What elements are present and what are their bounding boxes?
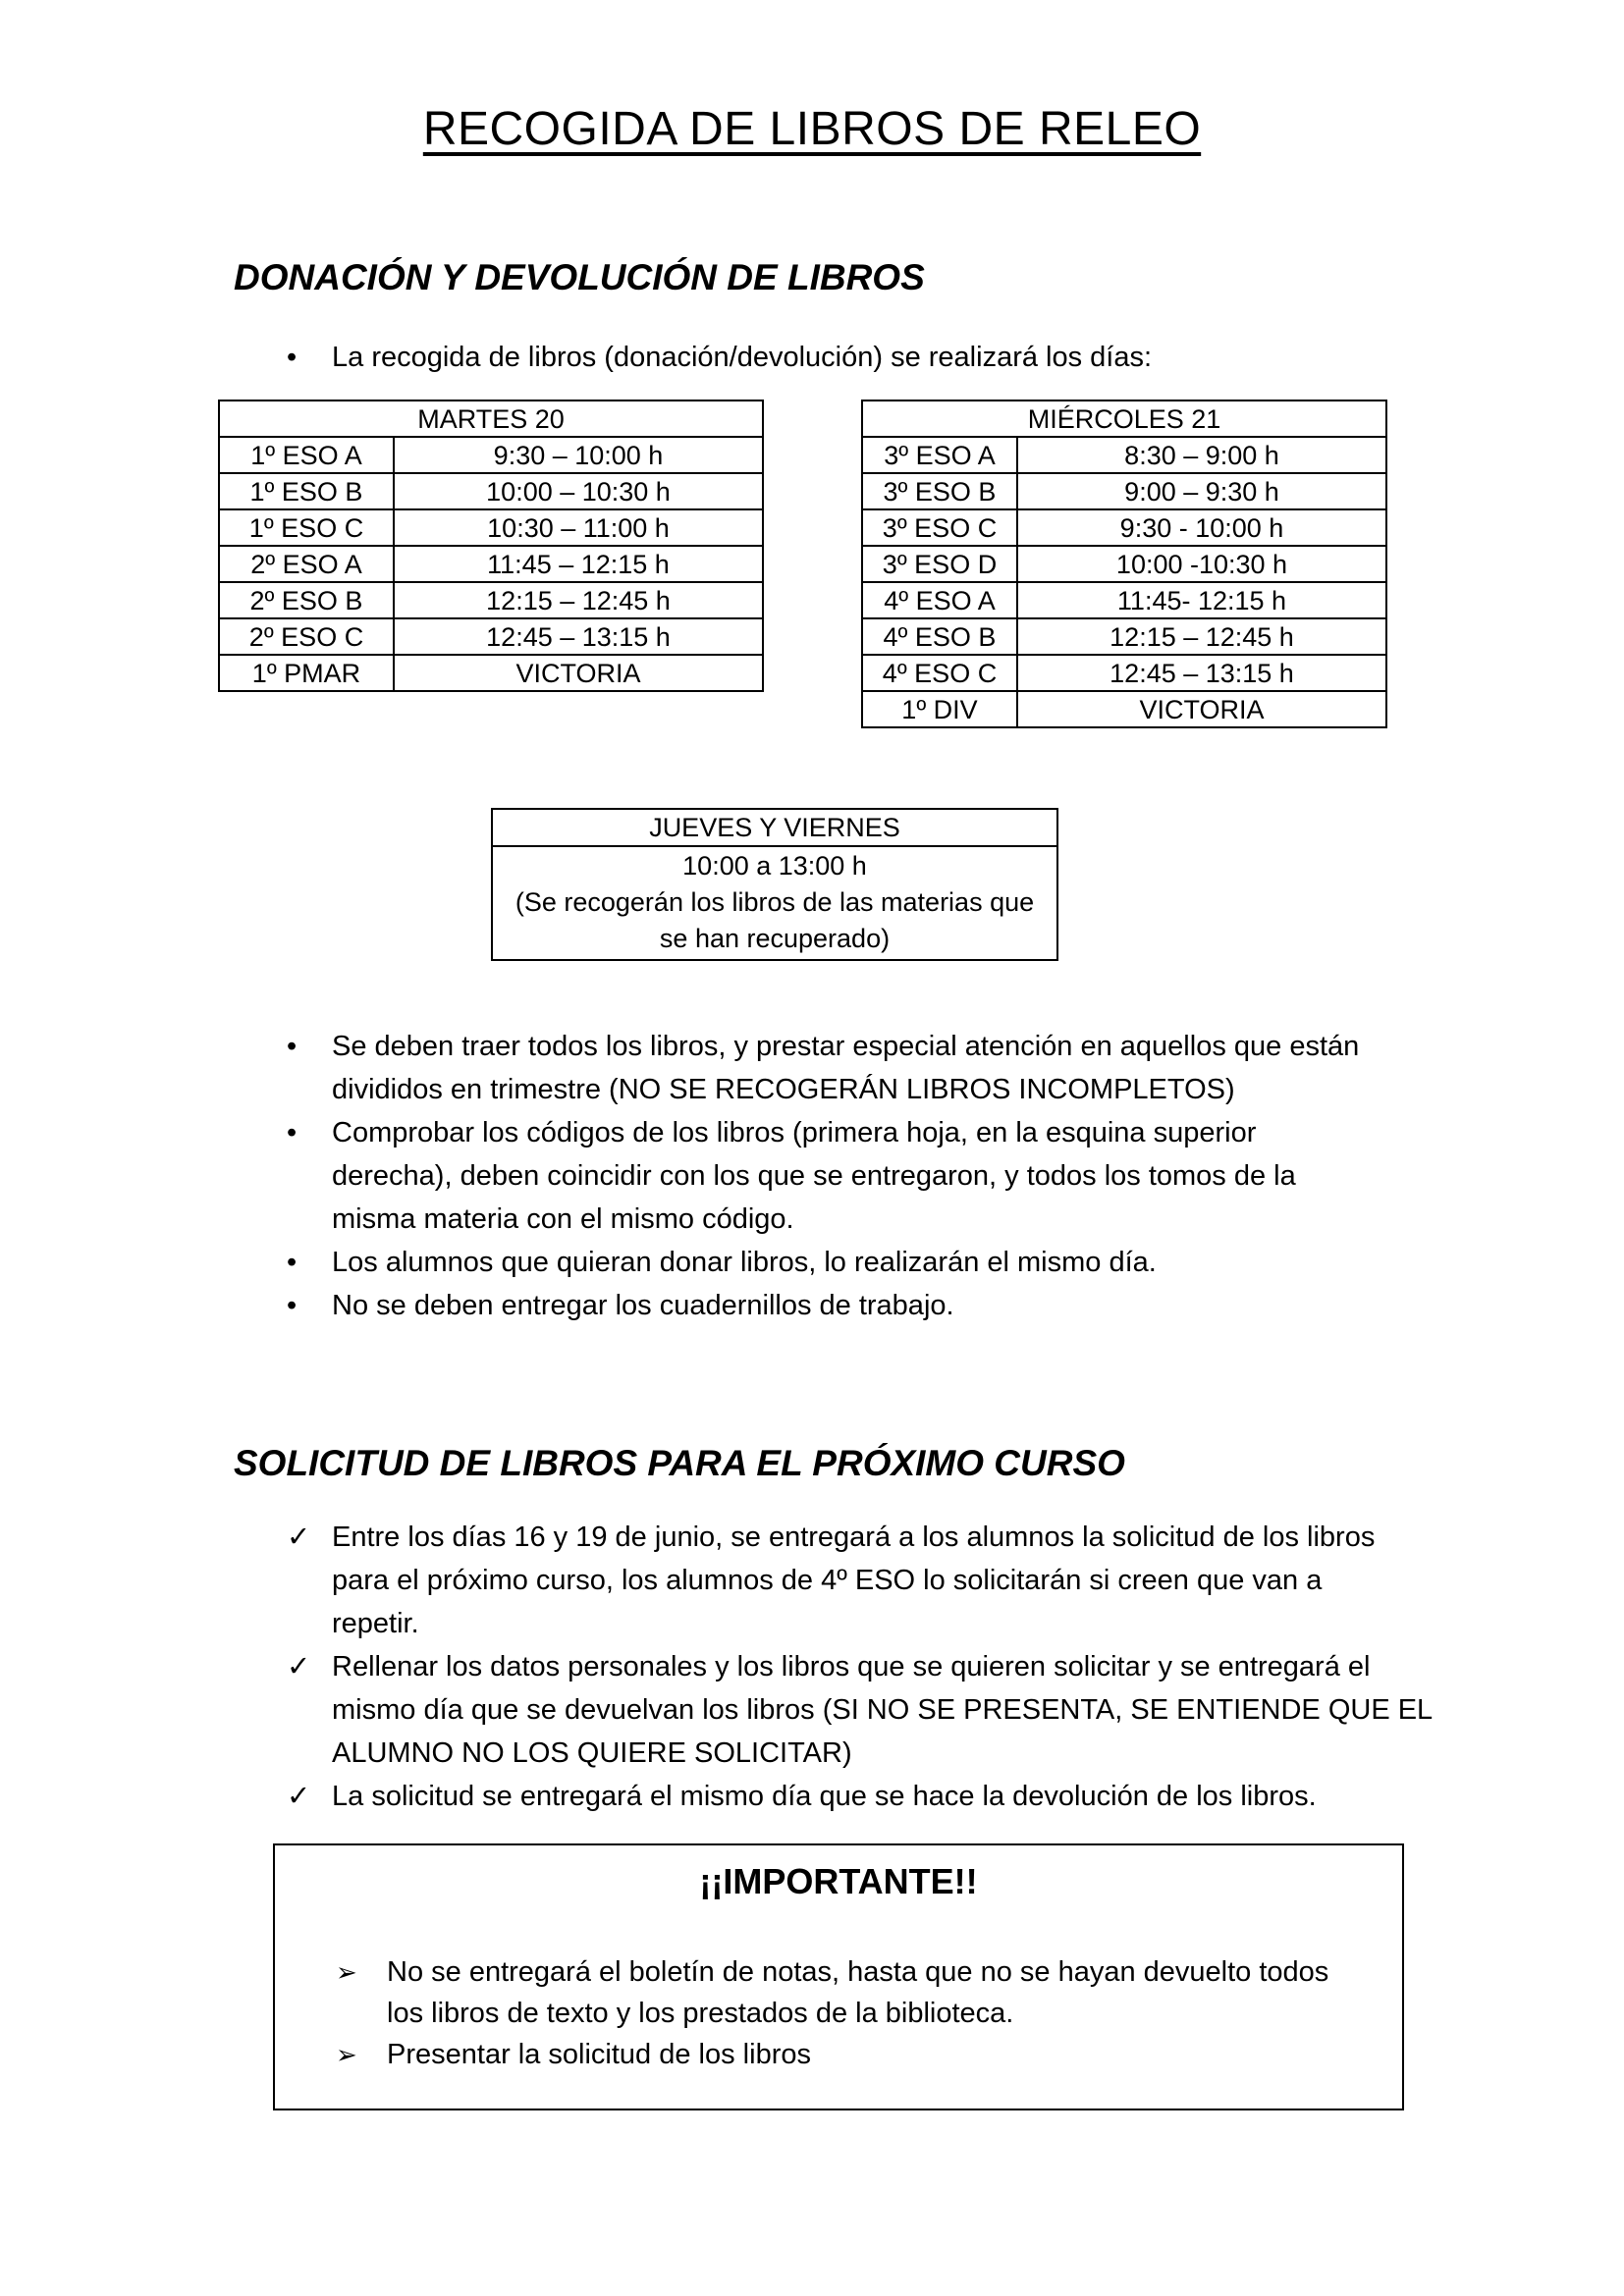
list-line: divididos en trimestre (NO SE RECOGERÁN LIBROS INCOMPLETOS)	[332, 1074, 1235, 1105]
list-item	[234, 1284, 1510, 1327]
list-item	[234, 1241, 1510, 1284]
list-line: No se deben entregar los cuadernillos de trabajo.	[332, 1290, 954, 1321]
box-header: JUEVES Y VIERNES	[493, 810, 1056, 847]
table-row	[862, 582, 1386, 618]
group-cell: 3º ESO D	[862, 546, 1017, 582]
list-item	[275, 1951, 1402, 2034]
box-line: se han recuperado)	[659, 924, 891, 953]
group-cell: 1º ESO A	[219, 437, 394, 473]
group-cell: 3º ESO A	[862, 437, 1017, 473]
list-line: No se entregará el boletín de notas, hasta que no se hayan devuelto todos	[387, 1956, 1329, 1988]
group-cell: 1º ESO C	[219, 509, 394, 546]
list-item	[234, 1645, 1510, 1775]
group-cell: 1º DIV	[862, 691, 1017, 727]
list-line: repetir.	[332, 1608, 419, 1639]
group-cell: 2º ESO C	[219, 618, 394, 655]
section-heading-donation: DONACIÓN Y DEVOLUCIÓN DE LIBROS	[234, 257, 925, 297]
table-row	[219, 618, 763, 655]
time-cell: 9:30 – 10:00 h	[394, 437, 763, 473]
group-cell: 1º PMAR	[219, 655, 394, 691]
important-list	[275, 1951, 1402, 2075]
table-row	[862, 655, 1386, 691]
table-row	[219, 437, 763, 473]
list-line: Rellenar los datos personales y los libros que se quieren solicitar y se entregará el	[332, 1651, 1371, 1682]
bullet-icon: •	[287, 342, 298, 373]
list-line: ALUMNO NO LOS QUIERE SOLICITAR)	[332, 1737, 852, 1769]
group-cell: 1º ESO B	[219, 473, 394, 509]
intro-list	[234, 336, 1510, 379]
table-row	[862, 473, 1386, 509]
time-cell: 11:45 – 12:15 h	[394, 546, 763, 582]
schedule-table-wednesday	[861, 400, 1387, 728]
table-row	[862, 691, 1386, 727]
group-cell: 4º ESO B	[862, 618, 1017, 655]
time-cell: 11:45- 12:15 h	[1017, 582, 1386, 618]
arrow-icon: ➢	[336, 2040, 357, 2069]
group-cell: 3º ESO B	[862, 473, 1017, 509]
request-list	[234, 1516, 1510, 1818]
table-row	[219, 546, 763, 582]
list-line: Entre los días 16 y 19 de junio, se entregará a los alumnos la solicitud de los libros	[332, 1522, 1376, 1553]
check-icon: ✓	[287, 1522, 311, 1553]
time-cell: 8:30 – 9:00 h	[1017, 437, 1386, 473]
list-line: Presentar la solicitud de los libros	[387, 2039, 811, 2070]
intro-text: La recogida de libros (donación/devolución) se realizará los días:	[332, 342, 1153, 373]
important-box	[273, 1843, 1404, 2110]
group-cell: 2º ESO B	[219, 582, 394, 618]
table-row	[219, 582, 763, 618]
bullet-icon: •	[287, 1247, 298, 1278]
important-heading: ¡¡IMPORTANTE!!	[699, 1861, 978, 1901]
list-line: Se deben traer todos los libros, y prestar especial atención en aquellos que están	[332, 1031, 1360, 1062]
arrow-icon: ➢	[336, 1957, 357, 1987]
list-item	[234, 336, 1510, 379]
list-line: para el próximo curso, los alumnos de 4º ESO lo solicitarán si creen que van a	[332, 1565, 1323, 1596]
list-line: los libros de texto y los prestados de la biblioteca.	[387, 1998, 1014, 2029]
group-cell: 4º ESO A	[862, 582, 1017, 618]
time-cell: 10:30 – 11:00 h	[394, 509, 763, 546]
bullet-icon: •	[287, 1290, 298, 1321]
table-row	[862, 437, 1386, 473]
time-cell: 10:00 -10:30 h	[1017, 546, 1386, 582]
time-cell: 12:45 – 13:15 h	[394, 618, 763, 655]
table-header: MIÉRCOLES 21	[862, 400, 1386, 437]
group-cell: 2º ESO A	[219, 546, 394, 582]
table-row	[219, 473, 763, 509]
list-line: misma materia con el mismo código.	[332, 1203, 794, 1235]
table-row	[219, 655, 763, 691]
group-cell: 3º ESO C	[862, 509, 1017, 546]
time-cell: 12:45 – 13:15 h	[1017, 655, 1386, 691]
rules-list	[234, 1025, 1510, 1327]
bullet-icon: •	[287, 1031, 298, 1062]
time-cell: VICTORIA	[394, 655, 763, 691]
time-cell: VICTORIA	[1017, 691, 1386, 727]
page-title: RECOGIDA DE LIBROS DE RELEO	[422, 103, 1202, 155]
box-body	[493, 847, 1056, 959]
list-line: mismo día que se devuelvan los libros (SI NO SE PRESENTA, SE ENTIENDE QUE EL	[332, 1694, 1434, 1726]
box-line: (Se recogerán los libros de las materias que	[514, 887, 1035, 917]
list-line: Comprobar los códigos de los libros (primera hoja, en la esquina superior	[332, 1117, 1257, 1148]
bullet-icon: •	[287, 1117, 298, 1148]
list-item	[234, 1775, 1510, 1818]
table-header: MARTES 20	[219, 400, 763, 437]
time-cell: 9:00 – 9:30 h	[1017, 473, 1386, 509]
table-row	[862, 546, 1386, 582]
list-line: derecha), deben coincidir con los que se entregaron, y todos los tomos de la	[332, 1160, 1296, 1192]
list-line: Los alumnos que quieran donar libros, lo realizarán el mismo día.	[332, 1247, 1157, 1278]
list-item	[234, 1025, 1510, 1111]
list-line: La solicitud se entregará el mismo día que se hace la devolución de los libros.	[332, 1781, 1317, 1812]
time-cell: 9:30 - 10:00 h	[1017, 509, 1386, 546]
group-cell: 4º ESO C	[862, 655, 1017, 691]
list-item	[275, 2034, 1402, 2075]
check-icon: ✓	[287, 1781, 311, 1812]
time-cell: 10:00 – 10:30 h	[394, 473, 763, 509]
list-item	[234, 1516, 1510, 1645]
check-icon: ✓	[287, 1651, 311, 1682]
table-row	[219, 509, 763, 546]
table-row	[862, 509, 1386, 546]
section-heading-request: SOLICITUD DE LIBROS PARA EL PRÓXIMO CURSO	[234, 1443, 1125, 1483]
schedule-table-tuesday	[218, 400, 764, 692]
box-line: 10:00 a 13:00 h	[682, 851, 867, 881]
table-row	[862, 618, 1386, 655]
schedule-box-thursday-friday	[491, 808, 1058, 961]
list-item	[234, 1111, 1510, 1241]
time-cell: 12:15 – 12:45 h	[394, 582, 763, 618]
time-cell: 12:15 – 12:45 h	[1017, 618, 1386, 655]
